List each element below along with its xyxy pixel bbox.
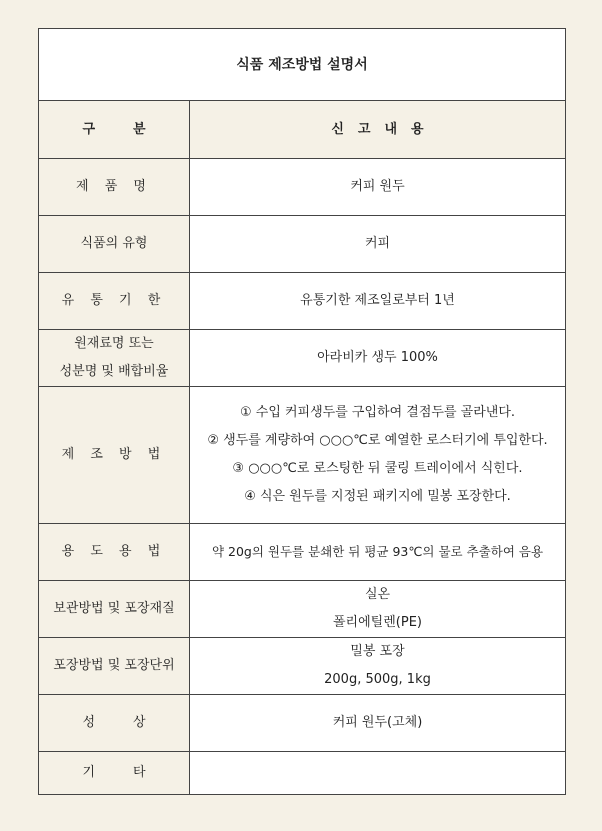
method-step-1: ① 수입 커피생두를 구입하여 결점두를 골라낸다. <box>239 405 516 420</box>
packaging-line-2: 200g, 500g, 1kg <box>324 672 431 687</box>
value-food-type: 커피 <box>190 216 566 273</box>
method-step-3: ③ ○○○℃로 로스팅한 뒤 쿨링 트레이에서 식힌다. <box>232 461 523 476</box>
value-usage: 약 20g의 원두를 분쇄한 뒤 평균 93℃의 물로 추출하여 음용 <box>190 524 566 581</box>
method-step-4: ④ 식은 원두를 지정된 패키지에 밀봉 포장한다. <box>244 489 511 504</box>
label-product-name: 제 품 명 <box>39 159 190 216</box>
value-packaging <box>190 638 566 695</box>
value-appearance: 커피 원두(고체) <box>190 695 566 752</box>
label-ingredients-line-2: 성분명 및 배합비율 <box>59 364 169 379</box>
label-ingredients <box>39 330 190 387</box>
label-appearance: 성상 <box>39 695 190 752</box>
label-storage: 보관방법 및 포장재질 <box>39 581 190 638</box>
document-title: 식품 제조방법 설명서 <box>39 29 566 101</box>
label-ingredients-line-1: 원재료명 또는 <box>74 336 154 351</box>
storage-line-1: 실온 <box>364 587 391 602</box>
storage-line-2: 폴리에틸렌(PE) <box>333 615 422 630</box>
value-other <box>190 752 566 795</box>
packaging-line-1: 밀봉 포장 <box>350 644 405 659</box>
method-step-2: ② 생두를 계량하여 ○○○℃로 예열한 로스터기에 투입한다. <box>207 433 548 448</box>
value-product-name: 커피 원두 <box>190 159 566 216</box>
label-usage: 용 도 용 법 <box>39 524 190 581</box>
header-declaration: 신고내용 <box>190 101 566 159</box>
value-method <box>190 387 566 524</box>
label-shelf-life: 유 통 기 한 <box>39 273 190 330</box>
value-shelf-life: 유통기한 제조일로부터 1년 <box>190 273 566 330</box>
value-ingredients: 아라비카 생두 100% <box>190 330 566 387</box>
manufacturing-spec-table <box>38 28 566 795</box>
value-storage <box>190 581 566 638</box>
label-method: 제 조 방 법 <box>39 387 190 524</box>
label-food-type: 식품의 유형 <box>39 216 190 273</box>
label-packaging: 포장방법 및 포장단위 <box>39 638 190 695</box>
header-category: 구분 <box>39 101 190 159</box>
label-other: 기타 <box>39 752 190 795</box>
